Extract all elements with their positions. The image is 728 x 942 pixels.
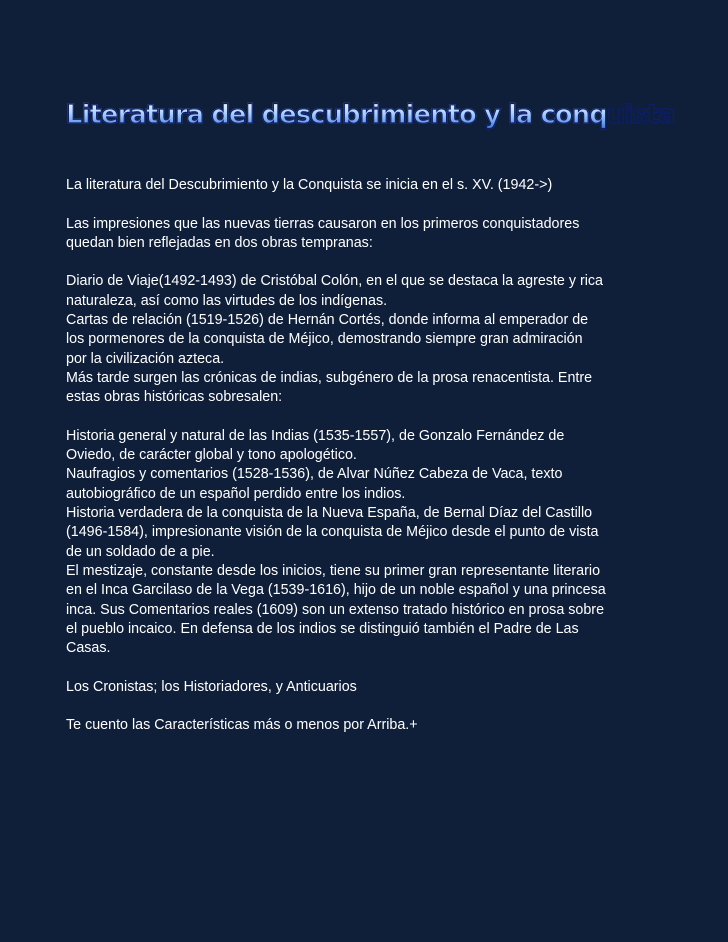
paragraph-cartas: Cartas de relación (1519-1526) de Hernán Cortés, donde informa al emperador de los pormenores de la conquista de Méjico, demostrando siempre gran admiración por la civilización azteca. (66, 312, 589, 367)
paragraph-naufragios: Naufragios y comentarios (1528-1536), de Alvar Núñez Cabeza de Vaca, texto autobiográfico de un español perdido entre los indios. (66, 466, 563, 502)
paragraph-cronicas: Más tarde surgen las crónicas de indias, subgénero de la prosa renacentista. Entre estas obras históricas sobresalen: (66, 369, 593, 406)
paragraph-spacer (66, 697, 606, 716)
document-body (66, 176, 606, 736)
paragraph-diario: Diario de Viaje(1492-1493) de Cristóbal Colón, en el que se destaca la agreste y rica naturaleza, así como las virtudes de los indígenas. (66, 273, 603, 309)
paragraph-impresiones: Las impresiones que las nuevas tierras causaron en los primeros conquistadores quedan bien reflejadas en dos obras tempranas: (66, 215, 580, 251)
paragraph-caracteristicas: Te cuento las Características más o menos por Arriba.+ (66, 717, 418, 734)
paragraph-spacer (66, 408, 606, 427)
page-title: Literatura del descubrimiento y la conquista (66, 100, 675, 130)
paragraph-intro: La literatura del Descubrimiento y la Conquista se inicia en el s. XV. (1942->) (66, 177, 553, 193)
paragraph-historia-general: Historia general y natural de las Indias (1535-1557), de Gonzalo Fernández de Oviedo, de carácter global y tono apologético. (66, 427, 565, 464)
paragraph-spacer (66, 253, 606, 272)
paragraph-historia-verdadera: Historia verdadera de la conquista de la Nueva España, de Bernal Díaz del Castillo (1496-1584), impresionante visión de la conquista de Méjico desde el punto de vista de un soldado de a pie. (66, 505, 599, 560)
paragraph-spacer (66, 195, 606, 214)
paragraph-mestizaje: El mestizaje, constante desde los inicios, tiene su primer gran representante literario en el Inca Garcilaso de la Vega (1539-1616), hijo de un noble español y una princesa inca. Sus Comentarios reales (1609) son un extenso tratado histórico en prosa sobre el pueblo incaico. En defensa de los indios se distinguió también el Padre de Las Casas. (66, 562, 606, 657)
paragraph-spacer (66, 658, 606, 677)
paragraph-cronistas: Los Cronistas; los Historiadores, y Anticuarios (66, 678, 357, 695)
